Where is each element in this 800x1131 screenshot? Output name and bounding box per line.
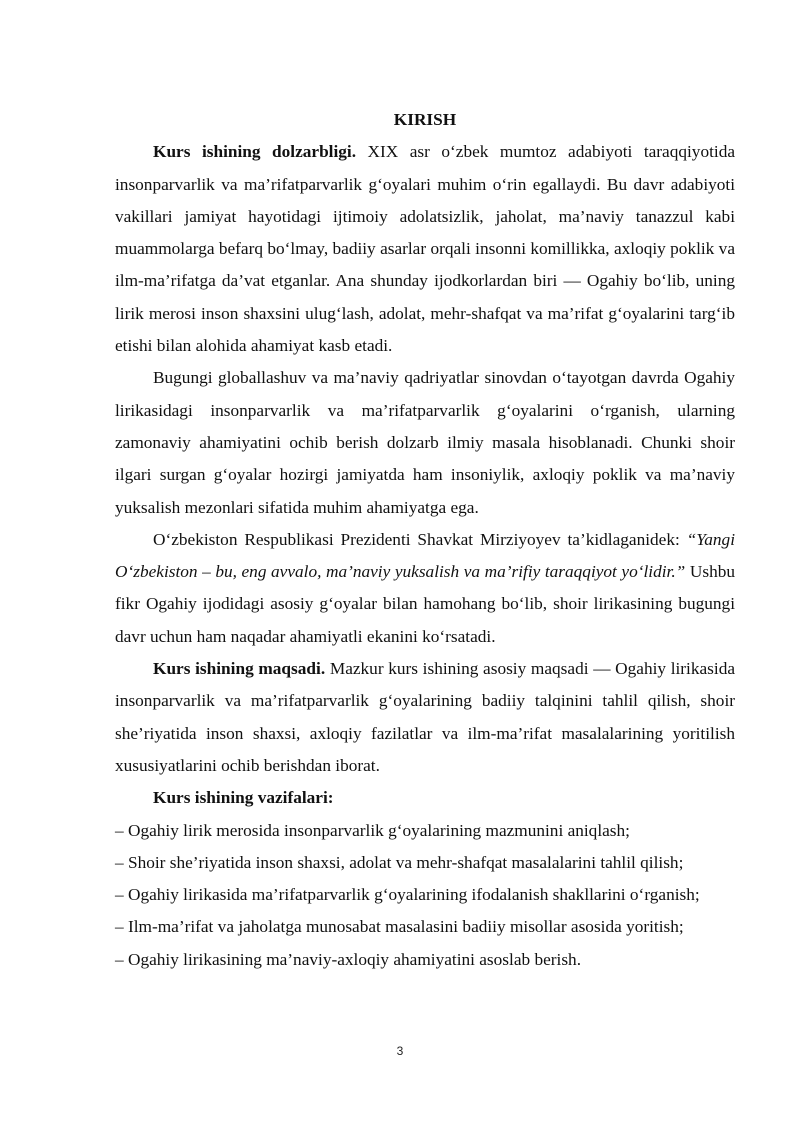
task-item: – Ogahiy lirikasida ma’rifatparvarlik g‘oyalarining ifodalanish shakllarini o‘rganish; [115, 885, 700, 905]
tasks-heading: Kurs ishining vazifalari: [153, 788, 334, 808]
goal-heading: Kurs ishining maqsadi. [153, 659, 326, 679]
page-title: KIRISH [393, 110, 457, 129]
paragraph-president-quote [115, 524, 735, 653]
document-page [115, 104, 735, 976]
paragraph-goal [115, 653, 735, 782]
relevance-text: XIX asr o‘zbek mumtoz adabiyoti taraqqiyotida insonparvarlik va ma’rifatparvarlik g‘oyalari muhim o‘rin egallaydi. Bu davr adabiyoti vakillari jamiyat hayotidagi ijtimoiy adolatsizlik, jaholat, ma’naviy tanazzul kabi muammolarga befarq bo‘lmay, badiiy asarlar orqali insonni komillikka, axloqiy poklik va ilm-ma’rifatga da’vat etganlar. Ana shunday ijodkorlardan biri — Ogahiy bo‘lib, uning lirik merosi inson shaxsini ulug‘lash, adolat, mehr-shafqat va ma’rifat g‘oyalarini targ‘ib etishi bilan alohida ahamiyat kasb etadi. [115, 142, 735, 356]
task-item: – Ogahiy lirikasining ma’naviy-axloqiy ahamiyatini asoslab berish. [115, 949, 582, 969]
task-item: – Ogahiy lirik merosida insonparvarlik g‘oyalarining mazmunini aniqlash; [115, 820, 630, 840]
page-number: 3 [396, 1044, 404, 1058]
quote-intro: O‘zbekiston Respublikasi Prezidenti Shavkat Mirziyoyev ta’kidlaganidek: [153, 529, 687, 549]
quote-text: “Yangi O‘zbekiston – bu, eng avvalo, ma’naviy yuksalish va ma’rifiy taraqqiyot yo‘lidir.” [115, 529, 735, 582]
paragraph-relevance [115, 136, 735, 362]
goal-text: Mazkur kurs ishining asosiy maqsadi — Ogahiy lirikasida insonparvarlik va ma’rifatparvarlik g‘oyalarining badiiy talqinini tahlil qilish, shoir she’riyatida inson shaxsi, axloqiy fazilatlar va ilm-ma’rifat masalalarining yoritilish xususiyatlarini ochib berishdan iborat. [115, 659, 736, 775]
task-item: – Shoir she’riyatida inson shaxsi, adolat va mehr-shafqat masalalarini tahlil qilish; [115, 852, 684, 872]
task-item: – Ilm-ma’rifat va jaholatga munosabat masalasini badiiy misollar asosida yoritish; [115, 917, 684, 937]
quote-comment: Ushbu fikr Ogahiy ijodidagi asosiy g‘oyalar bilan hamohang bo‘lib, shoir lirikasining bugungi davr uchun ham naqadar ahamiyatli ekanini ko‘rsatadi. [115, 562, 735, 646]
paragraph-globalization: Bugungi globallashuv va ma’naviy qadriyatlar sinovdan o‘tayotgan davrda Ogahiy lirikasidagi insonparvarlik va ma’rifatparvarlik g‘oyalarini o‘rganish, ularning zamonaviy ahamiyatini ochib berish dolzarb ilmiy masala hisoblanadi. Chunki shoir ilgari surgan g‘oyalar hozirgi jamiyatda ham insoniylik, axloqiy poklik va ma’naviy yuksalish mezonlari sifatida muhim ahamiyatga ega. [115, 368, 735, 517]
relevance-heading: Kurs ishining dolzarbligi. [153, 142, 357, 162]
